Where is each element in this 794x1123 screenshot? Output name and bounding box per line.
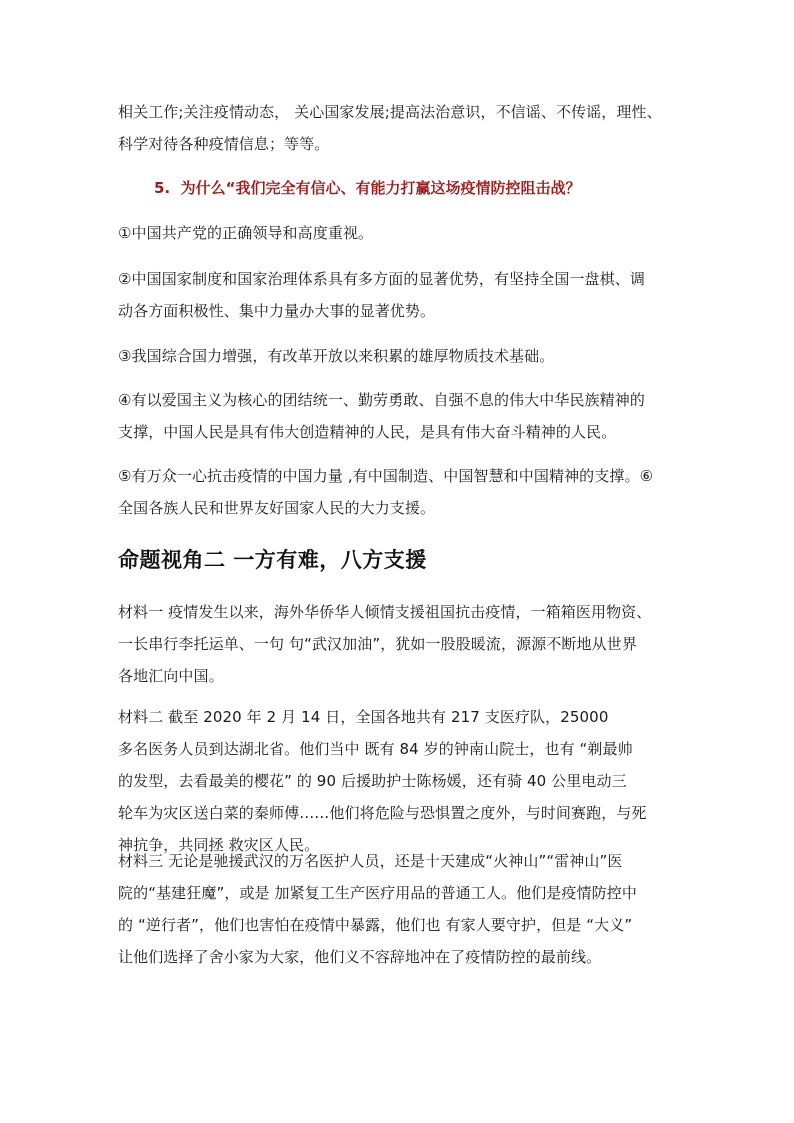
question-text: 为什么“我们完全有信心、有能力打赢这场疫情防控阻击战？ xyxy=(180,179,581,197)
section-title: 命题视角二 一方有难，八方支援 xyxy=(118,548,427,572)
material-paragraph xyxy=(118,596,684,692)
material-line: 材料二 截至 2020 年 2 月 14 日，全国各地共有 217 支医疗队，25000 xyxy=(118,708,609,726)
material-line: 院的“基建狂魔”，或是 加紧复工生产医疗用品的普通工人。他们是疫情防控中 xyxy=(118,884,637,902)
material-paragraph xyxy=(118,701,684,861)
material-line: 让他们选择了舍小家为大家，他们义不容辞地冲在了疫情防控的最前线。 xyxy=(118,948,602,966)
question-number: 5. xyxy=(154,179,171,197)
reason-item xyxy=(118,340,684,372)
reason-line: 支撑，中国人民是具有伟大创造精神的人民，是具有伟大奋斗精神的人民。 xyxy=(118,423,617,441)
reason-item xyxy=(118,263,684,327)
reason-line: ③我国综合国力增强，有改革开放以来积累的雄厚物质技术基础。 xyxy=(118,347,555,365)
material-paragraph xyxy=(118,845,684,973)
reason-line: ⑤有万众一心抗击疫情的中国力量 ,有中国制造、中国智慧和中国精神的支撑。⑥ xyxy=(118,467,654,485)
material-line: 多名医务人员到达湖北省。他们当中 既有 84 岁的钟南山院士，也有 “剃最帅 xyxy=(118,740,633,758)
paragraph-line: 科学对待各种疫情信息；等等。 xyxy=(118,135,330,153)
top-paragraph xyxy=(118,96,684,160)
material-line: 材料一 疫情发生以来，海外华侨华人倾情支援祖国抗击疫情，一箱箱医用物资、 xyxy=(118,603,652,621)
reason-item xyxy=(118,217,684,249)
material-line: 的发型，去看最美的樱花” 的 90 后援助护士陈杨媛，还有骑 40 公里电动三 xyxy=(118,772,627,790)
reason-item xyxy=(118,460,684,524)
material-line: 神抗争，共同拯 救灾区人民。 xyxy=(118,836,320,854)
reason-line: 全国各族人民和世界友好国家人民的大力支援。 xyxy=(118,499,436,517)
reason-line: ①中国共产党的正确领导和高度重视。 xyxy=(118,224,374,242)
material-line: 各地汇向中国。 xyxy=(118,667,224,685)
reason-item xyxy=(118,384,684,448)
paragraph-line: 相关工作;关注疫情动态， 关心国家发展;提高法治意识，不信谣、不传谣，理性、 xyxy=(118,103,662,121)
material-line: 材料三 无论是驰援武汉的万名医护人员，还是十天建成“火神山”“雷神山”医 xyxy=(118,852,623,870)
reason-line: 动各方面积极性、集中力量办大事的显著优势。 xyxy=(118,302,436,320)
material-line: 轮车为灾区送白菜的秦师傅……他们将危险与恐惧置之度外，与时间赛跑，与死 xyxy=(118,804,647,822)
material-line: 的 “逆行者”，他们也害怕在疫情中暴露，他们也 有家人要守护，但是 “大义” xyxy=(118,916,633,934)
reason-line: ②中国国家制度和国家治理体系具有多方面的显著优势，有坚持全国一盘棋、调 xyxy=(118,270,645,288)
material-line: 一长串行李托运单、一句 句“武汉加油”，犹如一股股暖流，源源不断地从世界 xyxy=(118,635,637,653)
question-heading xyxy=(154,176,580,200)
reason-line: ④有以爱国主义为核心的团结统一、勤劳勇敢、自强不息的伟大中华民族精神的 xyxy=(118,391,645,409)
